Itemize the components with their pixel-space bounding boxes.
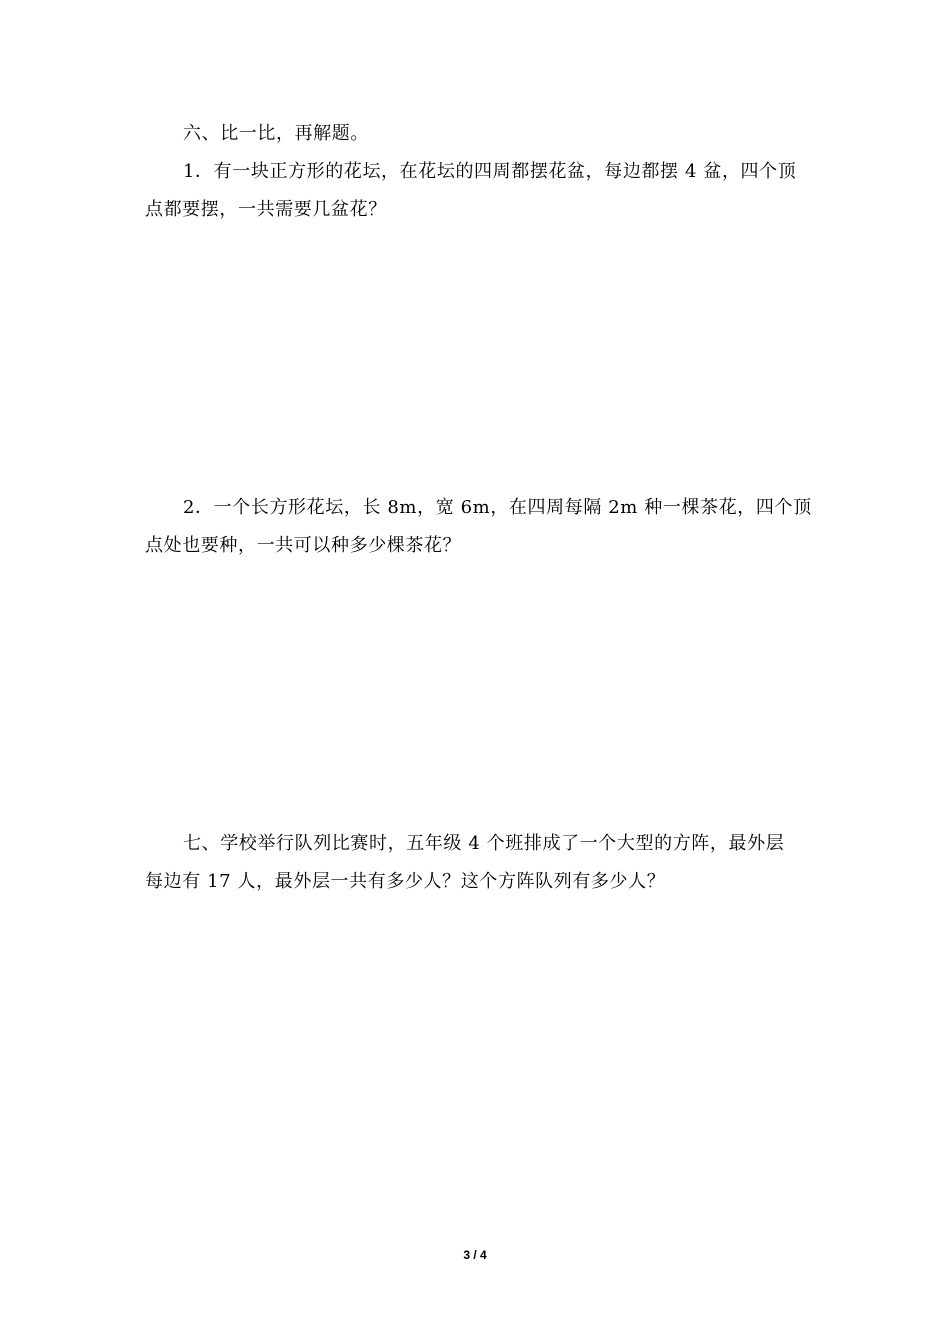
question-2-line-2: 点处也要种，一共可以种多少棵茶花？	[145, 535, 462, 556]
question-1-line-1: 1．有一块正方形的花坛，在花坛的四周都摆花盆，每边都摆 4 盆，四个顶	[183, 161, 797, 182]
section-7-line-1: 七、学校举行队列比赛时，五年级 4 个班排成了一个大型的方阵，最外层	[183, 833, 785, 854]
section-7-line-2: 每边有 17 人，最外层一共有多少人？这个方阵队列有多少人？	[145, 871, 666, 892]
page-number: 3 / 4	[463, 1248, 487, 1262]
section-6-heading: 六、比一比，再解题。	[183, 123, 369, 144]
question-1-line-2: 点都要摆，一共需要几盆花？	[145, 199, 387, 220]
question-2-line-1: 2．一个长方形花坛，长 8m，宽 6m，在四周每隔 2m 种一棵茶花，四个顶	[183, 497, 812, 518]
